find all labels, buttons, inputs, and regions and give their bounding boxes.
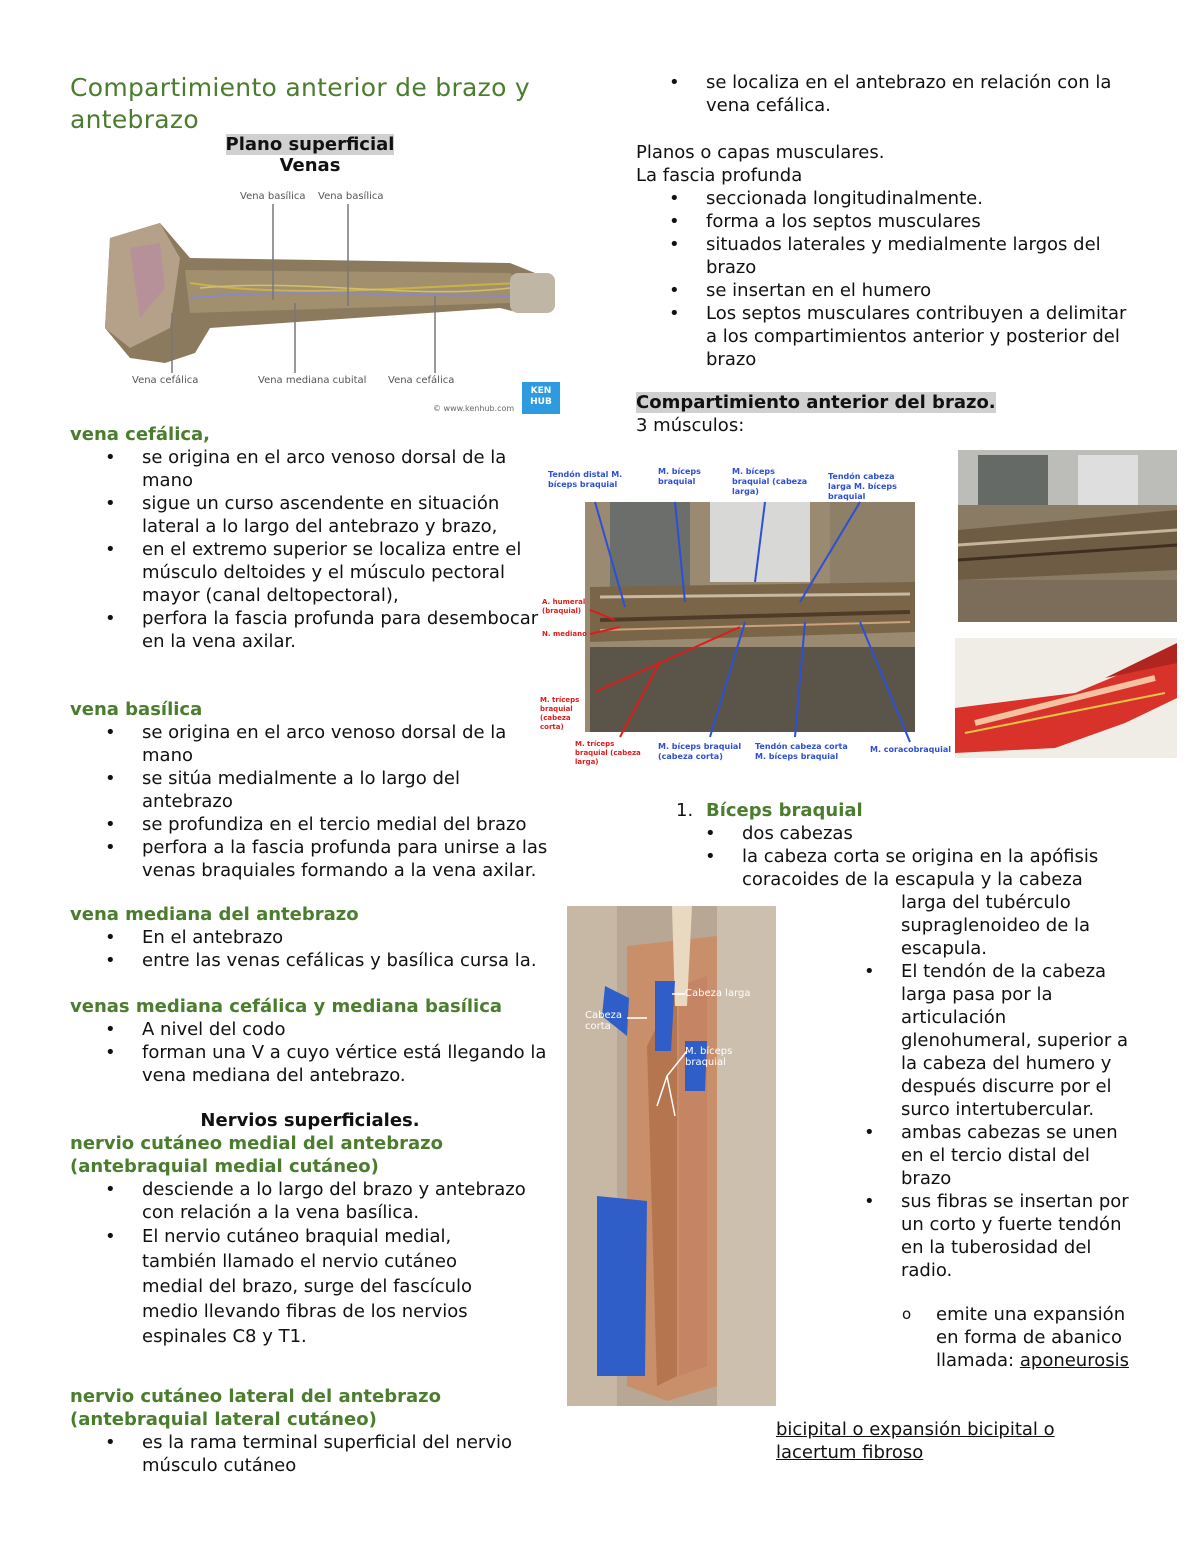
section-mediana-cef-bas — [70, 995, 560, 1087]
comp-heading-text: Compartimiento anterior del brazo. — [636, 392, 996, 413]
list-item: • El tendón de la cabeza larga pasa por la articulación glenohumeral, superior a la cabeza del humero y después discurre por el surco intertubercular. — [901, 960, 1136, 1121]
list-cefalica — [142, 446, 550, 653]
heading-nervio-medial: nervio cutáneo medial del antebrazo (antebraquial medial cutáneo) — [70, 1133, 443, 1177]
list-nervio-lateral — [142, 1431, 562, 1477]
list-item: • desciende a lo largo del brazo y antebrazo con relación a la vena basílica. — [142, 1178, 552, 1224]
list-item: • perfora la fascia profunda para desembocar en la vena axilar. — [142, 607, 550, 653]
subheading-block — [70, 134, 550, 176]
veins-figure — [90, 188, 565, 420]
arm-photo-top-art — [958, 450, 1177, 622]
label-tendon-larga: Tendón cabeza larga M. bíceps braquial — [828, 472, 897, 501]
list-item: • la cabeza corta se origina en la apófisis coracoides de la escapula y la cabeza — [742, 845, 1142, 891]
heading-basilica: vena basílica — [70, 699, 203, 720]
aponeurosis-link-3: lacertum fibroso — [776, 1442, 924, 1463]
comp-heading — [636, 391, 996, 414]
arm-photo-red — [955, 638, 1177, 758]
list-item: • ambas cabezas se unen en el tercio distal del brazo — [901, 1121, 1136, 1190]
muscles-photo — [540, 462, 952, 767]
tres-musculos: 3 músculos: — [636, 415, 745, 436]
biceps-heading: Bíceps braquial — [706, 800, 863, 821]
list-item: • seccionada longitudinalmente. — [706, 187, 1131, 210]
aponeurosis-link-2: bicipital o expansión bicipital o — [776, 1419, 1055, 1440]
biceps-photo-art — [567, 906, 776, 1406]
list-item: • sus fibras se insertan por un corto y fuerte tendón en la tuberosidad del radio. — [901, 1190, 1136, 1282]
list-item: • situados laterales y medialmente largos del brazo — [706, 233, 1131, 279]
nervios-heading: Nervios superficiales. — [200, 1110, 420, 1131]
venas-heading: Venas — [279, 155, 341, 176]
sub-item-text: emite una expansión en forma de abanico llamada: — [936, 1304, 1126, 1371]
list-item: • En el antebrazo — [142, 926, 550, 949]
section-nervio-medial — [70, 1132, 560, 1349]
heading-mediana: vena mediana del antebrazo — [70, 904, 359, 925]
section-mediana — [70, 903, 550, 972]
list-mediana — [142, 926, 550, 972]
label-basilica-2: Vena basílica — [318, 191, 384, 202]
label-biceps: M. bíceps braquial — [658, 467, 701, 486]
heading-nervio-lateral: nervio cutáneo lateral del antebrazo (antebraquial lateral cutáneo) — [70, 1386, 441, 1430]
label-m-biceps: M. bíceps braquial — [685, 1046, 733, 1068]
list-item: • es la rama terminal superficial del nervio músculo cutáneo — [142, 1431, 562, 1477]
arm-photo-top — [958, 450, 1177, 622]
list-item: • se origina en el arco venoso dorsal de la mano — [142, 446, 550, 492]
kenhub-credit: © www.kenhub.com — [433, 404, 515, 413]
list-item — [936, 1303, 1136, 1372]
list-item: • perfora a la fascia profunda para unirse a las venas braquiales formando a la vena axilar. — [142, 836, 557, 882]
biceps-continuation: larga del tubérculo supraglenoideo de la escapula. — [901, 892, 1091, 959]
label-tendon-corta: Tendón cabeza corta M. bíceps braquial — [755, 742, 848, 761]
planos-text: Planos o capas musculares. — [636, 142, 885, 163]
list-mediana-cef-bas — [142, 1018, 560, 1087]
list-top-right — [706, 71, 1136, 117]
label-triceps-corta: M. tríceps braquial (cabeza corta) — [540, 696, 580, 731]
section-basilica — [70, 698, 565, 882]
label-cabeza-corta: Cabeza corta — [585, 1010, 622, 1032]
list-item: • El nervio cutáneo braquial medial, también llamado el nervio cutáneo medial del brazo, surge del fascículo medio llevando fibras de los nervios espinales C8 y T1. — [142, 1224, 512, 1349]
heading-cefalica: vena cefálica, — [70, 424, 211, 445]
list-item: • se profundiza en el tercio medial del brazo — [142, 813, 565, 836]
label-cabeza-larga: Cabeza larga — [685, 988, 751, 999]
label-cefalica-2: Vena cefálica — [388, 375, 455, 386]
biceps-photo — [567, 906, 776, 1406]
label-mediano: N. mediano — [542, 630, 587, 638]
list-basilica — [142, 721, 565, 882]
list-item: • se sitúa medialmente a lo largo del antebrazo — [142, 767, 527, 813]
list-fascia — [706, 187, 1131, 371]
biceps-number: 1. — [676, 800, 694, 821]
fascia-text: La fascia profunda — [636, 165, 803, 186]
list-biceps — [742, 822, 1142, 891]
heading-mediana-cef-bas: venas mediana cefálica y mediana basílica — [70, 996, 503, 1017]
label-biceps-corta: M. bíceps braquial (cabeza corta) — [658, 742, 742, 761]
list-biceps-2 — [901, 960, 1136, 1282]
muscles-figure — [540, 462, 952, 767]
kenhub-logo: KEN HUB — [522, 382, 560, 414]
list-item: • forma a los septos musculares — [706, 210, 1131, 233]
list-item: • dos cabezas — [742, 822, 1142, 845]
aponeurosis-link: aponeurosis — [1019, 1350, 1129, 1371]
label-biceps-larga: M. bíceps braquial (cabeza larga) — [732, 467, 808, 496]
section-cefalica — [70, 423, 550, 653]
section-nervio-lateral — [70, 1385, 560, 1477]
list-item: • se localiza en el antebrazo en relación con la vena cefálica. — [706, 71, 1136, 117]
label-triceps-larga: M. tríceps braquial (cabeza larga) — [575, 740, 641, 766]
list-item: • entre las venas cefálicas y basílica cursa la. — [142, 949, 550, 972]
list-nervio-medial — [142, 1178, 552, 1349]
plano-superficial-heading: Plano superficial — [225, 134, 395, 155]
label-humeral: A. humeral (braquial) — [542, 598, 586, 615]
label-mediana-cubital: Vena mediana cubital — [258, 375, 367, 386]
label-basilica-1: Vena basílica — [240, 191, 306, 202]
list-item: • sigue un curso ascendente en situación lateral a lo largo del antebrazo y brazo, — [142, 492, 550, 538]
list-item: • A nivel del codo — [142, 1018, 560, 1041]
list-item: • se origina en el arco venoso dorsal de la mano — [142, 721, 527, 767]
list-item: • en el extremo superior se localiza entre el músculo deltoides y el músculo pectoral mayor (canal deltopectoral), — [142, 538, 550, 607]
list-item: • forman una V a cuyo vértice está llegando la vena mediana del antebrazo. — [142, 1041, 560, 1087]
label-tendon-distal: Tendón distal M. bíceps braquial — [548, 470, 623, 489]
list-item: • Los septos musculares contribuyen a delimitar a los compartimientos anterior y posterior del brazo — [706, 302, 1131, 371]
list-item: • se insertan en el humero — [706, 279, 1131, 302]
arm-photo-red-art — [955, 638, 1177, 758]
list-biceps-sub — [936, 1303, 1136, 1372]
page-title: Compartimiento anterior de brazo y antebrazo — [70, 73, 531, 134]
label-coracobraquial: M. coracobraquial — [870, 745, 951, 754]
label-cefalica-1: Vena cefálica — [132, 375, 199, 386]
